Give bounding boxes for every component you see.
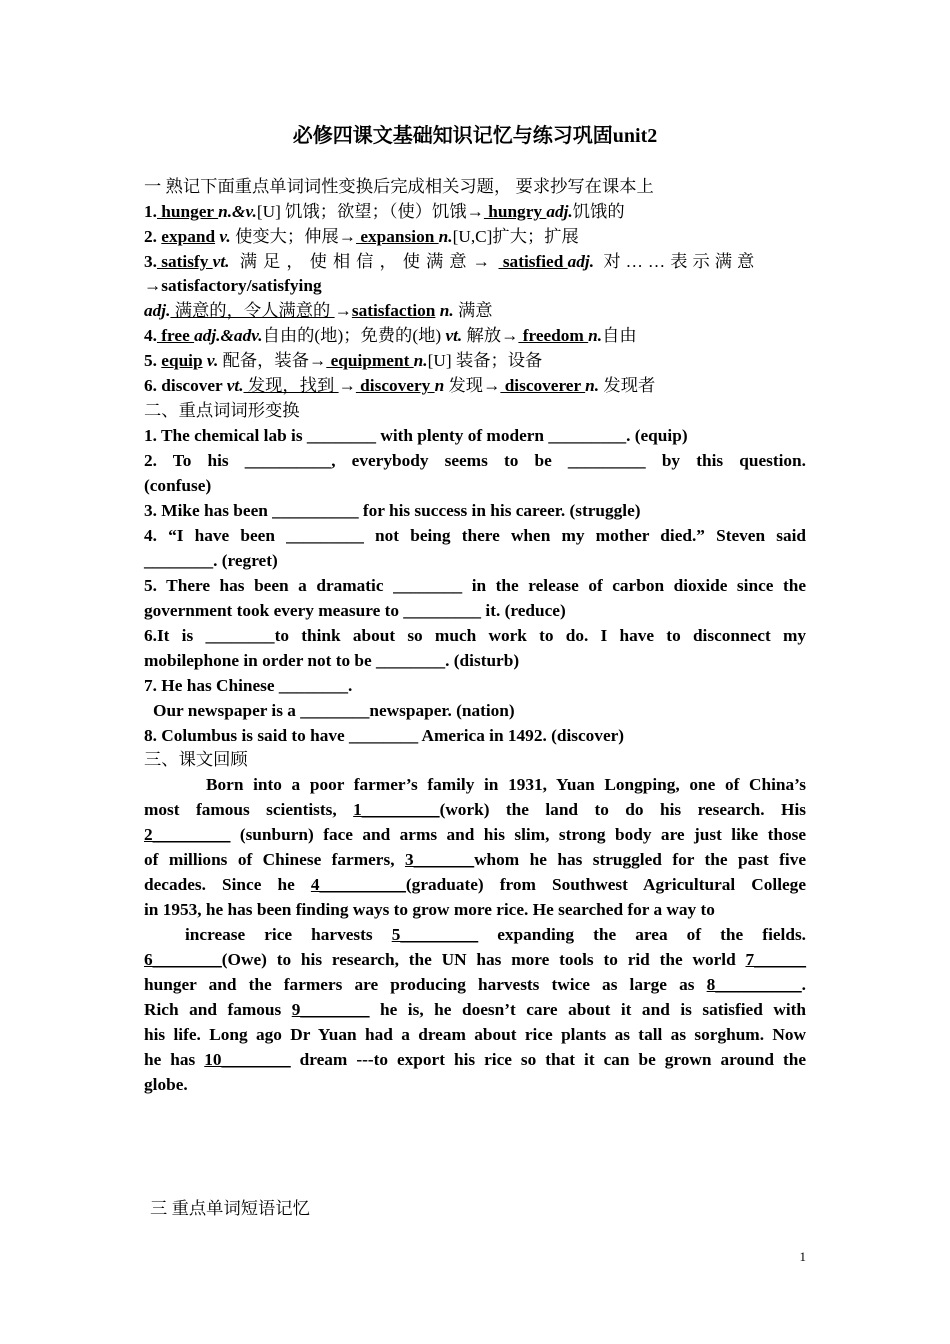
- vocab-row-6: 6. discover vt. 发现，找到 → discovery n 发现→ discoverer n. 发现者: [144, 376, 656, 395]
- passage-line-4: of millions of Chinese farmers, 3_______whom he has struggled for the past five: [144, 850, 807, 869]
- page-number: 1: [799, 1249, 806, 1264]
- passage-line-10: Rich and famous 9________ he is, he doesn’t care about it and is satisfied with: [144, 1000, 806, 1019]
- exercise-6: 6.It is ________to think about so much work to do. I have to disconnect my: [144, 626, 806, 645]
- vocab-row-2: 2. expand v. 使变大；伸展→ expansion n.[U,C]扩大；扩展: [144, 227, 579, 246]
- blank-9: 9________: [291, 1000, 370, 1019]
- passage-line-7: increase rice harvests 5_________ expanding the area of the fields.: [185, 925, 806, 944]
- passage-line-13: globe.: [144, 1075, 188, 1094]
- exercise-1: 1. The chemical lab is ________ with plenty of modern _________. (equip): [144, 426, 688, 445]
- arrow-icon: →: [144, 276, 162, 295]
- blank-1: 1_________: [353, 800, 440, 819]
- passage-line-9: hunger and the farmers are producing harvests twice as large as 8__________.: [144, 975, 806, 994]
- vocab-row-3: 3. satisfy vt. 满足，使相信，使满意→ satisfied adj. 对……表示满意: [144, 252, 760, 271]
- vocab-row-1: 1. hunger n.&v.[U] 饥饿；欲望；（使）饥饿→ hungry adj.饥饿的: [144, 202, 625, 221]
- section-4-heading: 三 重点单词短语记忆: [150, 1199, 310, 1218]
- vocab-row-3b: →satisfactory/satisfying: [144, 276, 322, 295]
- blank-3: 3_______: [404, 850, 475, 869]
- exercise-4-cont: ________. (regret): [144, 551, 278, 570]
- arrow-icon: →: [309, 351, 327, 370]
- exercise-2: 2. To his __________, everybody seems to be _________ by this question.: [144, 451, 806, 470]
- exercise-5-cont: government took every measure to _________ it. (reduce): [144, 601, 566, 620]
- vocab-row-5: 5. equip v. 配备，装备→ equipment n.[U] 装备；设备: [144, 351, 543, 370]
- passage-line-6: in 1953, he has been finding ways to grow more rice. He searched for a way to: [144, 900, 715, 919]
- passage-line-8: 6________(Owe) to his research, the UN has more tools to rid the world 7______: [144, 950, 806, 969]
- arrow-icon: →: [483, 376, 501, 395]
- exercise-8: 8. Columbus is said to have ________ America in 1492. (discover): [144, 726, 625, 745]
- exercise-4: 4. “I have been _________ not being there when my mother died.” Steven said: [144, 526, 806, 545]
- passage-line-2: most famous scientists, 1_________(work) the land to do his research. His: [144, 800, 806, 819]
- section-2-heading: 二、重点词词形变换: [144, 401, 300, 420]
- arrow-icon: →: [338, 227, 357, 246]
- exercise-7: 7. He has Chinese ________.: [144, 676, 353, 695]
- blank-4: 4__________: [310, 875, 406, 894]
- exercise-5: 5. There has been a dramatic ________ in the release of carbon dioxide since the: [144, 576, 806, 595]
- arrow-icon: →: [472, 252, 490, 271]
- exercise-2-cont: (confuse): [144, 476, 212, 495]
- arrow-icon: →: [466, 202, 484, 221]
- passage-line-3: 2_________ (sunburn) face and arms and his slim, strong body are just like those: [144, 825, 806, 844]
- blank-7: 7______: [745, 950, 806, 969]
- passage-line-5: decades. Since he 4__________(graduate) from Southwest Agricultural College: [144, 875, 806, 894]
- passage-line-1: Born into a poor farmer’s family in 1931, Yuan Longping, one of China’s: [206, 775, 806, 794]
- page-title: 必修四课文基础知识记忆与练习巩固unit2: [292, 125, 658, 147]
- exercise-7-cont: Our newspaper is a ________newspaper. (nation): [153, 701, 515, 720]
- section-3-heading: 三、课文回顾: [144, 750, 248, 769]
- exercise-6-cont: mobilephone in order not to be ________. (disturb): [144, 651, 520, 670]
- blank-6: 6________: [144, 950, 222, 969]
- blank-8: 8__________: [706, 975, 802, 994]
- passage-line-12: he has 10________ dream ---to export his rice so that it can be grown around the: [144, 1050, 806, 1069]
- passage-line-11: his life. Long ago Dr Yuan had a dream about rice plants as tall as sorghum. Now: [144, 1025, 806, 1044]
- vocab-row-3c: adj. 满意的，令人满意的 →satisfaction n. 满意: [144, 301, 493, 320]
- section-1-heading: 一 熟记下面重点单词词性变换后完成相关习题， 要求抄写在课本上: [144, 177, 654, 196]
- blank-5: 5_________: [391, 925, 479, 944]
- exercise-3: 3. Mike has been __________ for his success in his career. (struggle): [144, 501, 641, 520]
- arrow-icon: →: [501, 326, 519, 345]
- blank-10: 10________: [204, 1050, 291, 1069]
- arrow-icon: →: [334, 301, 352, 320]
- arrow-icon: →: [338, 376, 356, 395]
- blank-2: 2_________: [144, 825, 231, 844]
- vocab-row-4: 4. free adj.&adv.自由的(地)；免费的(地) vt. 解放→ freedom n.自由: [144, 326, 637, 345]
